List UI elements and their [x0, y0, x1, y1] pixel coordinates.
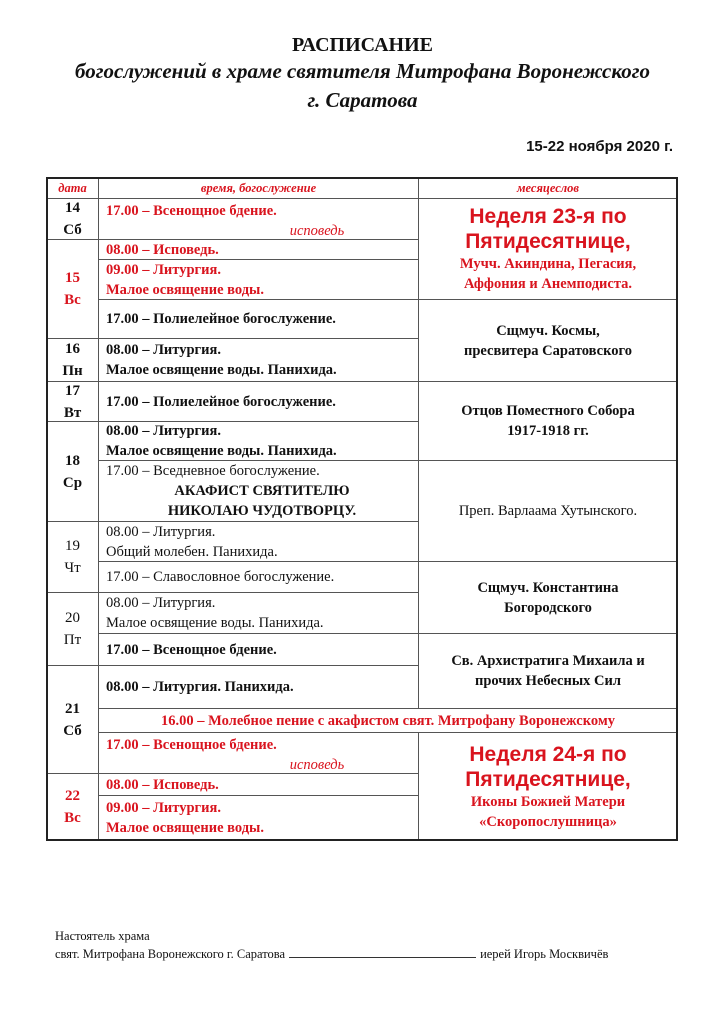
- service-line: 09.00 – Литургия.: [106, 800, 221, 816]
- date-cell: [46, 381, 99, 422]
- service-line: 17.00 – Всенощное бдение.: [106, 203, 277, 219]
- date-cell: [46, 773, 99, 841]
- service-cell: [98, 381, 419, 422]
- service-line: 08.00 – Литургия.: [106, 523, 216, 540]
- service-line: 17.00 – Славословное богослужение.: [106, 569, 335, 585]
- day-of-week: Вт: [63, 404, 82, 421]
- column-header-menologion: месяцеслов: [418, 177, 678, 199]
- date-cell: [46, 338, 99, 382]
- service-line: 08.00 – Исповедь.: [106, 241, 219, 258]
- saint-line: Мучч. Акиндина, Пегасия,: [459, 256, 637, 272]
- date-cell: [46, 198, 99, 240]
- feast-title: Неделя 24-я по: [469, 742, 627, 766]
- saint-line: Св. Архистратига Михаила и: [451, 653, 645, 669]
- service-line: 17.00 – Полиелейное богослужение.: [106, 393, 336, 410]
- service-cell: [98, 421, 419, 461]
- service-line: НИКОЛАЮ ЧУДОТВОРЦУ.: [167, 503, 357, 519]
- page-title: РАСПИСАНИЕ: [291, 34, 433, 56]
- day-number: 18: [65, 452, 80, 469]
- day-number: 16: [65, 341, 80, 357]
- service-line: Малое освящение воды.: [106, 281, 264, 298]
- footer: [55, 928, 608, 963]
- menologion-cell: [418, 633, 678, 709]
- rector-name: иерей Игорь Москвичёв: [480, 947, 609, 961]
- service-cell: [98, 561, 419, 593]
- saint-line: Преп. Варлаама Хутынского.: [458, 503, 638, 519]
- date-cell: [46, 592, 99, 666]
- saint-line: Сщмуч. Космы,: [496, 322, 600, 339]
- service-line: Малое освящение воды. Панихида.: [106, 362, 337, 378]
- menologion-cell: [418, 198, 678, 300]
- day-number: 15: [65, 270, 80, 286]
- service-line: 08.00 – Литургия. Панихида.: [106, 679, 294, 695]
- service-cell: [98, 239, 419, 260]
- date-cell: [46, 665, 99, 774]
- day-of-week: Чт: [64, 560, 81, 576]
- menologion-cell: [418, 381, 678, 461]
- service-line: Малое освящение воды. Панихида.: [106, 615, 324, 631]
- service-line: Малое освящение воды. Панихида.: [106, 443, 337, 459]
- service-line: Малое освящение воды.: [106, 820, 264, 836]
- feast-title: Неделя 23-я по: [469, 205, 627, 228]
- day-number: 21: [65, 700, 80, 717]
- feast-title: Пятидесятнице,: [465, 230, 631, 253]
- menologion-cell: [418, 561, 678, 634]
- saint-line: прочих Небесных Сил: [474, 673, 622, 689]
- day-of-week: Пн: [62, 363, 83, 379]
- menologion-cell: [418, 732, 678, 841]
- saint-line: 1917-1918 гг.: [507, 423, 589, 439]
- service-line: 17.00 – Всенощное бдение.: [106, 737, 277, 753]
- saint-line: Богородского: [504, 599, 592, 616]
- service-cell: [98, 460, 419, 522]
- service-line: 08.00 – Литургия.: [106, 423, 221, 439]
- saint-line: «Скоропослушница»: [479, 813, 617, 830]
- service-line: 08.00 – Исповедь.: [106, 776, 219, 793]
- service-cell: [98, 259, 419, 300]
- service-cell: [98, 338, 419, 382]
- page-subtitle: богослужений в храме святителя Митрофана Воронежского: [75, 59, 650, 83]
- service-line: 17.00 – Полиелейное богослужение.: [106, 311, 336, 327]
- menologion-cell: [418, 460, 678, 562]
- service-cell: [98, 665, 419, 709]
- service-line: Общий молебен. Панихида.: [106, 543, 278, 560]
- service-line: 09.00 – Литургия.: [106, 261, 221, 278]
- signature-line: [289, 945, 476, 958]
- service-line: 17.00 – Всенощное бдение.: [106, 641, 277, 658]
- menologion-cell: [418, 299, 678, 382]
- day-number: 17: [65, 382, 80, 399]
- service-cell: [98, 521, 419, 562]
- day-of-week: Сб: [63, 222, 82, 238]
- service-line: 08.00 – Литургия.: [106, 342, 221, 358]
- feast-title: Пятидесятнице,: [465, 767, 631, 791]
- saint-line: пресвитера Саратовского: [464, 342, 632, 359]
- day-of-week: Сб: [63, 722, 82, 739]
- page-city: г. Саратова: [307, 88, 418, 112]
- service-cell-wide: [98, 708, 678, 733]
- saint-line: Аффония и Анемподиста.: [463, 276, 633, 292]
- service-line: АКАФИСТ СВЯТИТЕЛЮ: [174, 483, 350, 499]
- date-cell: [46, 421, 99, 522]
- schedule-period: 15-22 ноября 2020 г.: [526, 138, 673, 155]
- day-of-week: Вс: [64, 292, 81, 308]
- service-cell: [98, 732, 419, 774]
- day-of-week: Ср: [62, 474, 83, 491]
- day-number: 22: [65, 788, 80, 804]
- saint-line: Сщмуч. Константина: [477, 579, 619, 596]
- date-cell: [46, 521, 99, 593]
- service-note: исповедь: [289, 223, 345, 239]
- service-cell: [98, 795, 419, 841]
- service-cell: [98, 592, 419, 634]
- service-line: 17.00 – Вседневное богослужение.: [106, 463, 320, 479]
- rector-title: Настоятель храма: [55, 929, 150, 943]
- service-line: 08.00 – Литургия.: [106, 595, 216, 611]
- church-name: свят. Митрофана Воронежского г. Саратова: [55, 947, 286, 961]
- day-number: 20: [65, 610, 80, 626]
- day-number: 14: [65, 200, 80, 216]
- day-number: 19: [65, 538, 80, 554]
- service-cell: [98, 198, 419, 240]
- saint-line: Отцов Поместного Собора: [461, 403, 635, 419]
- service-cell: [98, 773, 419, 796]
- date-cell: [46, 239, 99, 339]
- saint-line: Иконы Божией Матери: [470, 793, 626, 810]
- service-cell: [98, 633, 419, 666]
- column-header-date: дата: [46, 177, 99, 199]
- service-note: исповедь: [289, 757, 345, 773]
- service-cell: [98, 299, 419, 339]
- day-of-week: Вс: [64, 810, 81, 826]
- column-header-service: время, богослужение: [98, 177, 419, 199]
- day-of-week: Пт: [63, 632, 82, 648]
- service-line: 16.00 – Молебное пение с акафистом свят. Митрофану Воронежскому: [161, 712, 615, 729]
- rector-line: [55, 945, 608, 963]
